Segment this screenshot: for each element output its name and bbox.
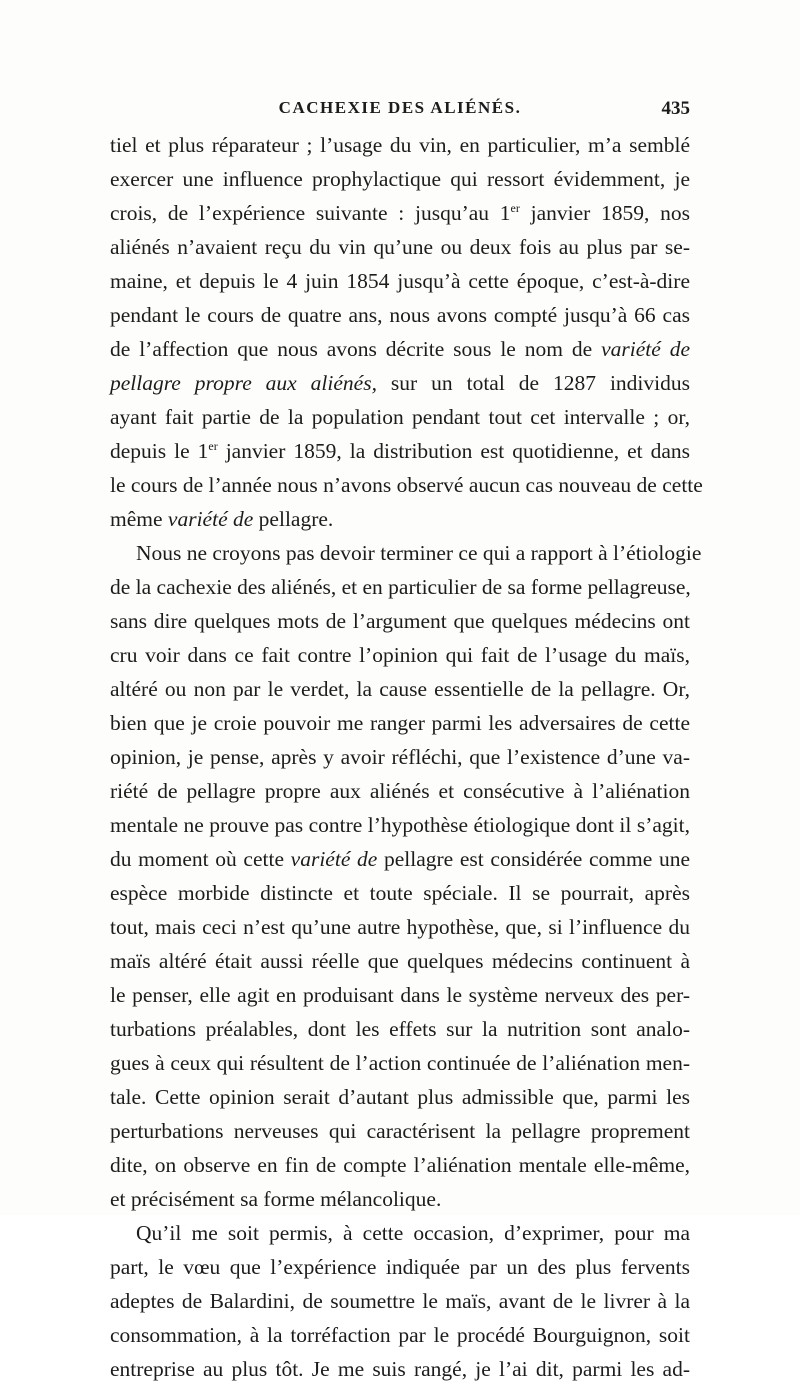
text-line: adeptes de Balardini, de soumettre le maïs, avant de le livrer à la (110, 1289, 690, 1313)
text-line: entreprise au plus tôt. Je me suis rangé, je l’ai dit, parmi les ad- (110, 1357, 690, 1381)
text-line: pellagre propre aux aliénés, sur un total de 1287 individus (110, 371, 690, 395)
paragraph-1 (110, 128, 703, 536)
text-line: Nous ne croyons pas devoir terminer ce qui a rapport à l’étiologie (136, 541, 702, 565)
page-header (110, 98, 690, 126)
text-line: gues à ceux qui résultent de l’action continuée de l’aliénation men- (110, 1051, 690, 1075)
paragraph-2 (110, 536, 702, 1216)
text-line: du moment où cette variété de pellagre est considérée comme une (110, 847, 690, 871)
text-line: sans dire quelques mots de l’argument que quelques médecins ont (110, 609, 690, 633)
text-line: espèce morbide distincte et toute spéciale. Il se pourrait, après (110, 881, 690, 905)
text-line: consommation, à la torréfaction par le procédé Bourguignon, soit (110, 1323, 690, 1347)
text-line: pendant le cours de quatre ans, nous avons compté jusqu’à 66 cas (110, 303, 690, 327)
text-line: aliénés n’avaient reçu du vin qu’une ou deux fois au plus par se- (110, 235, 690, 259)
text-line: crois, de l’expérience suivante : jusqu’au 1er janvier 1859, nos (110, 201, 691, 225)
text-line: tale. Cette opinion serait d’autant plus admissible que, parmi les (110, 1085, 690, 1109)
text-line: le cours de l’année nous n’avons observé aucun cas nouveau de cette (110, 473, 703, 497)
text-line: turbations préalables, dont les effets sur la nutrition sont analo- (110, 1017, 690, 1041)
text-line: et précisément sa forme mélancolique. (110, 1187, 442, 1211)
running-title: CACHEXIE DES ALIÉNÉS. (278, 98, 522, 117)
text-line: de l’affection que nous avons décrite sous le nom de variété de (110, 337, 690, 361)
text-line: le penser, elle agit en produisant dans le système nerveux des per- (110, 983, 690, 1007)
text-line: mentale ne prouve pas contre l’hypothèse étiologique dont il s’agit, (110, 813, 690, 837)
text-line: tiel et plus réparateur ; l’usage du vin, en particulier, m’a semblé (110, 133, 690, 157)
text-line: altéré ou non par le verdet, la cause essentielle de la pellagre. Or, (110, 677, 690, 701)
body-text (110, 128, 703, 1386)
text-line: cru voir dans ce fait contre l’opinion qui fait de l’usage du maïs, (110, 643, 690, 667)
text-line: maine, et depuis le 4 juin 1854 jusqu’à cette époque, c’est-à-dire (110, 269, 690, 293)
paragraph-3 (110, 1216, 690, 1386)
text-line: riété de pellagre propre aux aliénés et consécutive à l’aliénation (110, 779, 690, 803)
text-line: de la cachexie des aliénés, et en particulier de sa forme pellagreuse, (110, 575, 691, 599)
text-line: opinion, je pense, après y avoir réfléchi, que l’existence d’une va- (110, 745, 690, 769)
text-line: bien que je croie pouvoir me ranger parmi les adversaires de cette (110, 711, 690, 735)
text-line: part, le vœu que l’expérience indiquée par un des plus fervents (110, 1255, 690, 1279)
text-line: ayant fait partie de la population pendant tout cet intervalle ; or, (110, 405, 690, 429)
text-line: dite, on observe en fin de compte l’aliénation mentale elle-même, (110, 1153, 690, 1177)
text-line: même variété de pellagre. (110, 507, 334, 531)
text-line: perturbations nerveuses qui caractérisent la pellagre proprement (110, 1119, 690, 1143)
text-line: depuis le 1er janvier 1859, la distribution est quotidienne, et dans (110, 439, 690, 463)
text-line: exercer une influence prophylactique qui ressort évidemment, je (110, 167, 690, 191)
text-line: tout, mais ceci n’est qu’une autre hypothèse, que, si l’influence du (110, 915, 690, 939)
page-number: 435 (661, 98, 690, 119)
text-line: maïs altéré était aussi réelle que quelques médecins continuent à (110, 949, 690, 973)
text-line: Qu’il me soit permis, à cette occasion, d’exprimer, pour ma (136, 1221, 690, 1245)
